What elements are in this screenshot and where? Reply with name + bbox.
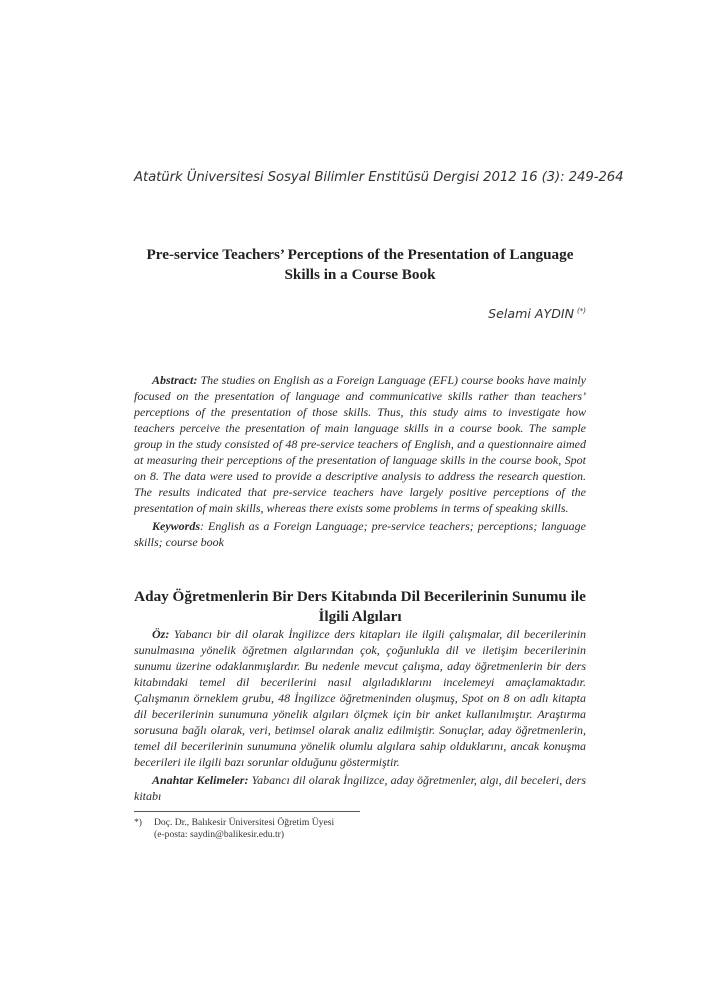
footnote-row	[134, 829, 434, 841]
keywords-paragraph	[134, 518, 586, 550]
anahtar-text: Yabancı dil olarak İngilizce, aday öğretmenler, algı, dil beceleri, ders kitabı	[134, 773, 587, 803]
author-footnote-mark: (*)	[577, 307, 586, 315]
turkish-title: Aday Öğretmenlerin Bir Ders Kitabında Dil Becerilerinin Sunumu ile İlgili Algıları	[134, 588, 586, 625]
footnote	[134, 817, 434, 841]
anahtar-paragraph	[134, 772, 586, 804]
oz-text: Yabancı bir dil olarak İngilizce ders kitapları ile ilgili çalışmalar, dil becerilerinin sunulmasına yönelik öğretmen algılarından çok, çoğunlukla dil ve iletişim becerilerinin sunumu üzerine odaklanmışlardır. Bu nedenle mevcut çalışma, aday öğretmenlerin bir ders kitabındaki temel dil becerilerini nasıl algıladıklarını incelemeyi amaçlamaktadır. Çalışmanın örneklem grubu, 48 İngilizce öğretmeninden oluşmuş, Spot on 8 on adlı kitapta dil becerilerinin sunumuna yönelik algıları ölçmek için bir anket kullanılmıştır. Araştırma sorusuna bağlı olarak, veri, betimsel olarak analiz edilmiştir. Sonuçlar, aday öğretmenlerin, temel dil becerilerinin sunumuna yönelik olumlu algılara sahip olduklarını, ancak konuşma becerileri ile ilgili bazı sorunlar olduğunu göstermiştir.	[134, 627, 586, 769]
abstract-section	[134, 372, 586, 550]
author-line	[134, 306, 586, 321]
anahtar-label: Anahtar Kelimeler:	[152, 773, 249, 787]
footnote-divider	[134, 811, 360, 812]
keywords-label: Keywords	[152, 519, 200, 533]
turkish-abstract-section	[134, 626, 586, 804]
keywords-text: : English as a Foreign Language; pre-service teachers; perceptions; language skills; course book	[134, 519, 586, 549]
footnote-affiliation: Doç. Dr., Balıkesir Üniversitesi Öğretim Üyesi	[154, 817, 335, 828]
abstract-label: Abstract:	[152, 373, 198, 387]
author-name: Selami AYDIN	[488, 306, 575, 321]
footnote-row	[134, 817, 434, 829]
footnote-mark: *)	[134, 817, 142, 828]
abstract-paragraph	[134, 372, 586, 516]
paper-title: Pre-service Teachers’ Perceptions of the Presentation of Language Skills in a Course Book	[146, 246, 574, 283]
journal-header: Atatürk Üniversitesi Sosyal Bilimler Enstitüsü Dergisi 2012 16 (3): 249-264	[134, 170, 624, 185]
footnote-email: (e-posta: saydin@balikesir.edu.tr)	[154, 829, 285, 840]
footnote-spacer	[134, 829, 154, 841]
oz-label: Öz:	[152, 627, 170, 641]
abstract-text: The studies on English as a Foreign Language (EFL) course books have mainly focused on the presentation of language and communicative skills rather than teachers’ perceptions of the presentation of those skills. Thus, this study aims to investigate how teachers perceive the presentation of main language skills in a course book. The sample group in the study consisted of 48 pre-service teachers of English, and a questionnaire aimed at measuring their perceptions of the presentation of language skills in the course book, Spot on 8. The data were used to provide a descriptive analysis to address the research question. The results indicated that pre-service teachers have largely positive perceptions of the presentation of main skills, whereas there exists some problems in terms of speaking skills.	[134, 373, 586, 515]
oz-paragraph	[134, 626, 586, 770]
